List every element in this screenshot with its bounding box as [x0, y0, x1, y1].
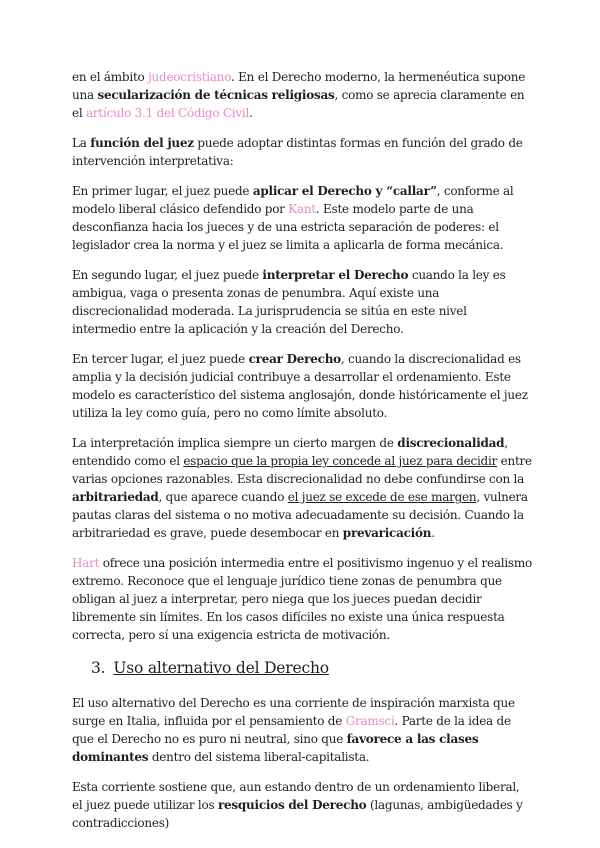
bold-text: discrecionalidad — [397, 436, 505, 450]
link-kant[interactable]: Kant — [288, 202, 316, 216]
text: , que aparece cuando — [158, 490, 288, 504]
text: . En el Derecho moderno, la hermenéutica supone una — [72, 70, 526, 102]
text: , como se aprecia claramente en el — [72, 88, 525, 120]
text: En segundo lugar, el juez puede — [72, 268, 263, 282]
paragraph-corriente — [72, 778, 532, 832]
section-title: Uso alternativo del Derecho — [113, 659, 329, 677]
text: La interpretación implica siempre un cierto margen de — [72, 436, 398, 450]
bold-text: función del juez — [90, 136, 194, 150]
paragraph-discrecionalidad — [72, 434, 532, 542]
paragraph-uso-alternativo — [72, 694, 532, 766]
paragraph-segundo-lugar — [72, 266, 532, 338]
bold-text: secularización de técnicas religiosas — [97, 88, 335, 102]
text: El uso alternativo del Derecho es una corriente de inspiración marxista que surge en Italia, influida por el pensamiento de — [72, 696, 515, 728]
text: , entendido como el — [72, 436, 508, 468]
text: . Este modelo parte de una desconfianza hacia los jueces y de una estricta separación de poderes: el legislador crea la norma y el juez se limita a aplicarla de forma mecánica. — [72, 202, 504, 252]
paragraph-primer-lugar — [72, 182, 532, 254]
bold-text: favorece a las clases dominantes — [72, 732, 479, 764]
text: puede adoptar distintas formas en función del grado de intervención interpretativa: — [72, 136, 523, 168]
text: dentro del sistema liberal-capitalista. — [148, 750, 370, 764]
section-number: 3. — [91, 659, 106, 677]
text: , conforme al modelo liberal clásico defendido por — [72, 184, 514, 216]
text: En tercer lugar, el juez puede — [72, 352, 249, 366]
underlined-text: el juez se excede de ese margen — [287, 490, 477, 504]
link-hart[interactable]: Hart — [72, 556, 100, 570]
bold-text: prevaricación — [342, 526, 432, 540]
bold-text: crear Derecho — [248, 352, 341, 366]
text: cuando la ley es ambigua, vaga o presenta zonas de penumbra. Aquí existe una discrecionalidad moderada. La jurisprudencia se sitúa en este nivel intermedio entre la aplicación y la creación del Derecho. — [72, 268, 506, 336]
text: en el ámbito — [72, 70, 149, 84]
text: . Parte de la idea de que el Derecho no es puro ni neutral, sino que — [72, 714, 511, 746]
paragraph-tercer-lugar — [72, 350, 532, 422]
document-body — [72, 68, 532, 844]
bold-text: resquicios del Derecho — [217, 798, 367, 812]
underlined-text: espacio que la propia ley concede al juez para decidir — [183, 454, 498, 468]
text: La — [72, 136, 91, 150]
bold-text: aplicar el Derecho y “callar” — [252, 184, 437, 198]
link-gramsci[interactable]: Gramsci — [345, 714, 395, 728]
text: (lagunas, ambigüedades y contradicciones) — [72, 798, 523, 830]
paragraph-hermeneutica — [72, 68, 532, 122]
link-judeocristiano[interactable]: judeocristiano — [148, 70, 232, 84]
text: En primer lugar, el juez puede — [72, 184, 253, 198]
text: entre varias opciones razonables. Esta discrecionalidad no debe confundirse con la — [72, 454, 532, 486]
paragraph-funcion-juez — [72, 134, 532, 170]
text: . — [431, 526, 435, 540]
bold-text: interpretar el Derecho — [262, 268, 409, 282]
text: . — [249, 106, 253, 120]
bold-text: arbitrariedad — [72, 490, 159, 504]
paragraph-hart — [72, 554, 532, 644]
text: , cuando la discrecionalidad es amplia y la decisión judicial contribuye a desarrollar el ordenamiento. Este modelo es característico del sistema anglosajón, donde históricamente el juez utiliza la ley como guía, pero no como límite absoluto. — [72, 352, 528, 420]
text: , vulnera pautas claras del sistema o no motiva adecuadamente su decisión. Cuando la arbitrariedad es grave, puede desembocar en — [72, 490, 528, 540]
section-heading — [91, 658, 532, 678]
text: ofrece una posición intermedia entre el positivismo ingenuo y el realismo extremo. Reconoce que el lenguaje jurídico tiene zonas de penumbra que obligan al juez a interpretar, pero niega que los jueces puedan decidir libremente sin límites. En los casos difíciles no existe una única respuesta correcta, pero sí una exigencia estricta de motivación. — [72, 556, 532, 642]
link-articulo-3-1[interactable]: artículo 3.1 del Código Civil — [86, 106, 250, 120]
text: Esta corriente sostiene que, aun estando dentro de un ordenamiento liberal, el juez puede utilizar los — [72, 780, 520, 812]
